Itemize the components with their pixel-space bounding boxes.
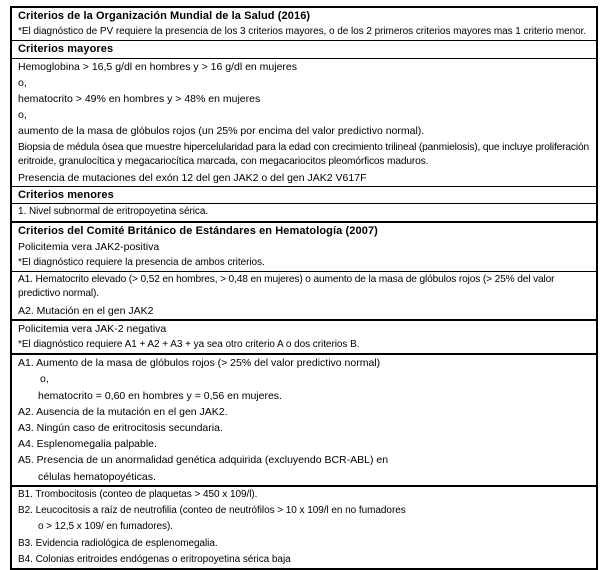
bcsh-heading-block [12,223,596,273]
bcsh-negative-item-b2-cont: o > 12,5 x 109/ en fumadores). [38,521,173,533]
bcsh-positive-item-a1: A1. Hematocrito elevado (> 0,52 en hombres, > 0,48 en mujeres) o aumento de la masa de glóbulos rojos (> 25% del valor predictivo normal). [18,274,555,300]
bcsh-negative-note: *El diagnóstico requiere A1 + A2 + A3 + ya sea otro criterio A o dos criterios B. [18,339,360,351]
who-major-items-block [12,59,596,188]
who-major-item-2: hematocrito > 49% en hombres y > 48% en mujeres [18,93,261,106]
bcsh-heading: Criterios del Comité Británico de Estándares en Hematología (2007) [18,224,378,237]
bcsh-negative-item-a3: A3. Ningún caso de eritrocitosis secundaria. [18,422,223,435]
bcsh-negative-item-a2: A2. Ausencia de la mutación en el gen JAK2. [18,405,228,418]
who-heading-block [12,8,596,41]
bcsh-negative-item-b3: B3. Evidencia radiológica de esplenomegalia. [18,537,218,549]
who-minor-heading-block [12,187,596,204]
who-major-item-1: o, [18,76,27,89]
who-major-item-0: Hemoglobina > 16,5 g/dl en hombres y > 16 g/dl en mujeres [18,60,298,73]
bcsh-negative-item-a5: A5. Presencia de un anormalidad genética adquirida (excluyendo BCR-ABL) en [18,454,389,467]
who-major-heading: Criterios mayores [18,43,114,56]
bcsh-negative-heading-block [12,321,596,355]
bcsh-negative-item-b4: B4. Colonias eritroides endógenas o eritropoyetina sérica baja [18,553,291,565]
bcsh-positive-items-block [12,272,596,321]
bcsh-positive-item-a2: A2. Mutación en el gen JAK2 [18,304,154,317]
bcsh-negative-item-a1: A1. Aumento de la masa de glóbulos rojos (> 25% del valor predictivo normal) [18,357,381,370]
who-major-heading-block [12,41,596,58]
bcsh-negative-b-items-block [12,487,596,568]
bcsh-positive-note: *El diagnóstico requiere la presencia de ambos criterios. [18,257,265,269]
who-major-item-5: Biopsia de médula ósea que muestre hipercelularidad para la edad con crecimiento trilineal (panmielosis), que incluye proliferación eritroide, granulocítica y megacariocítica marcada, con megacariocitos pleomórficos maduros. [18,141,589,167]
bcsh-negative-subtitle: Policitemia vera JAK-2 negativa [18,322,167,335]
who-minor-heading: Criterios menores [18,189,114,202]
bcsh-negative-a-items-block [12,355,596,487]
who-heading: Criterios de la Organización Mundial de la Salud (2016) [18,10,311,22]
who-minor-item-0: 1. Nivel subnormal de eritropoyetina sérica. [18,206,209,218]
who-major-item-4: aumento de la masa de glóbulos rojos (un 25% por encima del valor predictivo normal). [18,125,425,138]
bcsh-negative-item-a5-cont: células hematopoyéticas. [38,470,156,483]
diagnostic-criteria-table [10,6,598,570]
who-minor-items-block [12,204,596,222]
who-major-item-6: Presencia de mutaciones del exón 12 del gen JAK2 o del gen JAK2 V617F [18,172,367,185]
bcsh-negative-item-a1-hematocrit: hematocrito = 0,60 en hombres y = 0,56 en mujeres. [38,389,282,402]
bcsh-negative-item-b1: B1. Trombocitosis (conteo de plaquetas > 450 x 109/l). [18,488,258,500]
bcsh-positive-subtitle: Policitemia vera JAK2-positiva [18,240,160,253]
bcsh-negative-item-b2: B2. Leucocitosis a raíz de neutrofilia (conteo de neutrófilos > 10 x 109/l en no fumadores [18,505,406,517]
bcsh-negative-item-a1-or: o, [40,373,49,386]
bcsh-negative-item-a4: A4. Esplenomegalia palpable. [18,438,157,451]
who-note: *El diagnóstico de PV requiere la presencia de los 3 criterios mayores, o de los 2 primeros criterios mayores mas 1 criterio menor. [18,26,587,38]
who-major-item-3: o, [18,109,27,122]
